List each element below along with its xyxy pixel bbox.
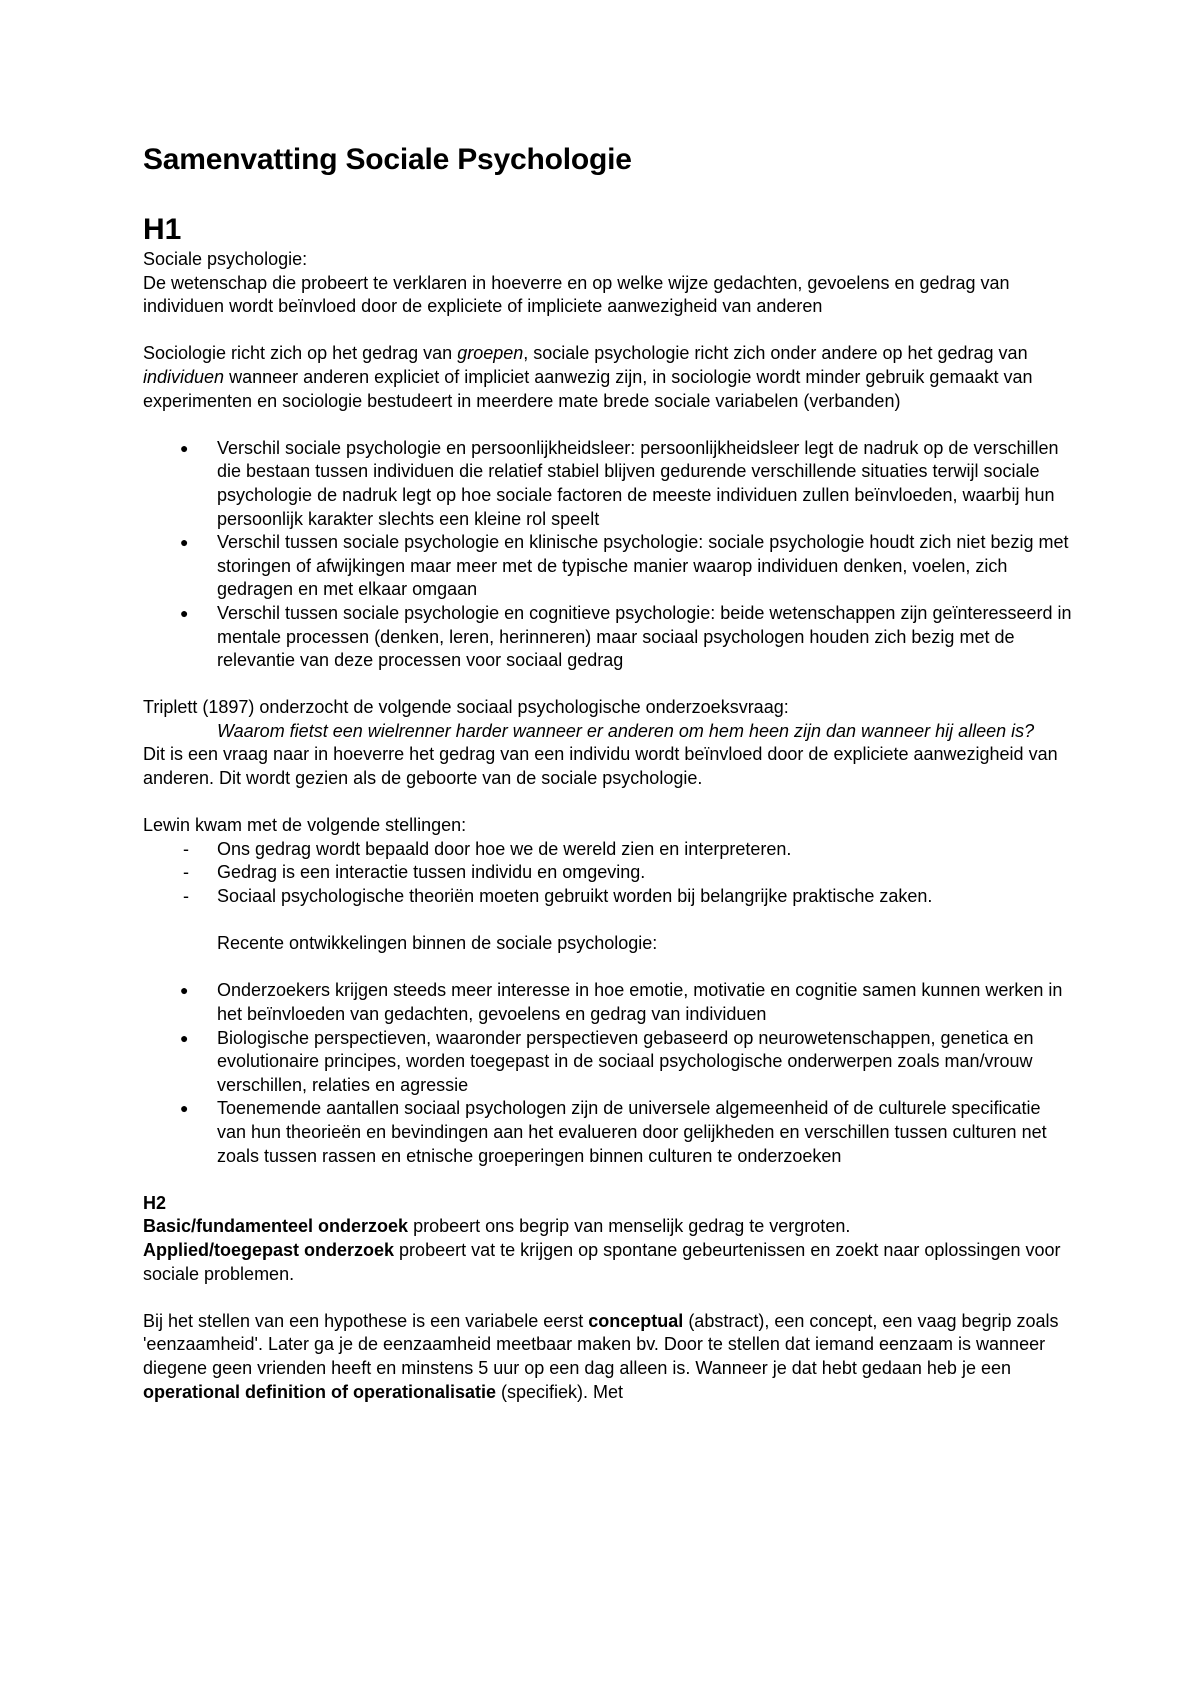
bullet-icon: ● — [180, 982, 189, 999]
triplett-question: Waarom fietst een wielrenner harder wanneer er anderen om hem heen zijn dan wanneer hij alleen is? — [217, 720, 1035, 741]
bullet-icon: ● — [180, 1029, 189, 1046]
definition-text: De wetenschap die probeert te verklaren in hoeverre en op welke wijze gedachten, gevoelens en gedrag van individuen wordt beïnvloed door de expliciete of impliciete aanwezigheid van anderen — [143, 272, 1010, 317]
spacer — [143, 956, 1073, 980]
list-item: ● Onderzoekers krijgen steeds meer interesse in hoe emotie, motivatie en cognitie samen kunnen werken in het beïnvloeden van gedachten, gevoelens en gedrag van individuen — [180, 980, 1063, 1024]
definition-label: Sociale psychologie: — [143, 249, 308, 269]
term-basic: Basic/fundamenteel onderzoek — [143, 1216, 409, 1237]
list-item: ● Verschil tussen sociale psychologie en cognitieve psychologie: beide wetenschappen zijn geïnteresseerd in mentale processen (denken, leren, herinneren) maar sociaal psychologen houden zich bezig met de relevantie van deze processen voor sociaal gedrag — [180, 602, 1072, 671]
lewin-intro: Lewin kwam met de volgende stellingen: — [143, 815, 467, 836]
emphasis-groepen: groepen — [457, 343, 524, 364]
applied-research: Applied/toegepast onderzoek probeert vat te krijgen op spontane gebeurtenissen en zoekt naar oplossingen voor sociale problemen. — [143, 1239, 1061, 1284]
list-item: - Sociaal psychologische theoriën moeten gebruikt worden bij belangrijke praktische zaken. — [143, 885, 1073, 909]
spacer — [143, 1168, 1073, 1192]
list-item: ● Biologische perspectieven, waaronder perspectieven gebaseerd op neurowetenschappen, genetica en evolutionaire principes, worden toegepast in de sociaal psychologische onderwerpen zoals man/vrouw verschillen, relaties en agressie — [180, 1027, 1034, 1095]
bullet-icon: ● — [180, 604, 189, 621]
sociology-paragraph: Sociologie richt zich op het gedrag van groepen, sociale psychologie richt zich onder andere op het gedrag van individuen wanneer anderen expliciet of impliciet aanwezig zijn, in sociologie wordt minder gebruik gemaakt van experimenten en sociologie bestudeert in meerdere mate brede sociale variabelen (verbanden) — [143, 343, 1033, 411]
dash-icon: - — [183, 838, 189, 859]
triplett-explanation: Dit is een vraag naar in hoeverre het gedrag van een individu wordt beïnvloed door de expliciete aanwezigheid van anderen. Dit wordt gezien als de geboorte van de sociale psychologie. — [143, 744, 1058, 789]
term-conceptual: conceptual — [588, 1310, 684, 1331]
hypothesis-paragraph: Bij het stellen van een hypothese is een variabele eerst conceptual (abstract), een concept, een vaag begrip zoals 'eenzaamheid'. Later ga je de eenzaamheid meetbaar maken bv. Door te stellen dat iemand eenzaam is wanneer diegene geen vrienden heeft en minstens 5 uur op een dag alleen is. Wanneer je dat hebt gedaan heb je een operational definition of operationalisatie (specifiek). Met — [143, 1310, 1059, 1402]
spacer — [143, 673, 1073, 697]
list-item: ● Toenemende aantallen sociaal psychologen zijn de universele algemeenheid of de culturele specificatie van hun theorieën en bevindingen aan het evalueren door gelijkheden en verschillen tussen culturen net zoals tussen rassen en etnische groeperingen binnen culturen te onderzoeken — [180, 1098, 1047, 1166]
document-title: Samenvatting Sociale Psychologie — [143, 143, 632, 176]
list-item: ● Verschil sociale psychologie en persoonlijkheidsleer: persoonlijkheidsleer legt de nadruk op de verschillen die bestaan tussen individuen die relatief stabiel blijven gedurende verschillende situaties terwijl sociale psychologie de nadruk legt op hoe sociale factoren de meeste individuen zullen beïnvloeden, waarbij hun persoonlijk karakter slechts een kleine rol speelt — [180, 437, 1059, 529]
differences-list — [143, 437, 1073, 673]
spacer — [143, 413, 1073, 437]
term-applied: Applied/toegepast onderzoek — [143, 1239, 395, 1260]
spacer — [143, 791, 1073, 815]
recent-heading: Recente ontwikkelingen binnen de sociale psychologie: — [217, 933, 658, 954]
spacer — [143, 1286, 1073, 1310]
spacer — [143, 319, 1073, 343]
list-item: - Gedrag is een interactie tussen individu en omgeving. — [143, 861, 1073, 885]
recent-developments-list — [143, 979, 1073, 1168]
dash-icon: - — [183, 862, 189, 883]
emphasis-individuen: individuen — [143, 366, 225, 387]
section-heading-h2: H2 — [143, 1192, 167, 1213]
list-item: - Ons gedrag wordt bepaald door hoe we de wereld zien en interpreteren. — [143, 838, 1073, 862]
bullet-icon: ● — [180, 534, 189, 551]
lewin-statements-list — [143, 838, 1073, 909]
bullet-icon: ● — [180, 1100, 189, 1117]
section-heading-h1: H1 — [143, 213, 182, 246]
term-operational: operational definition of operationalisatie — [143, 1381, 497, 1402]
triplett-intro: Triplett (1897) onderzocht de volgende sociaal psychologische onderzoeksvraag: — [143, 697, 789, 718]
spacer — [143, 909, 1073, 933]
bullet-icon: ● — [180, 439, 189, 456]
document-page — [143, 140, 1073, 1404]
basic-research: Basic/fundamenteel onderzoek probeert ons begrip van menselijk gedrag te vergroten. — [143, 1216, 851, 1237]
list-item: ● Verschil tussen sociale psychologie en klinische psychologie: sociale psychologie houdt zich niet bezig met storingen of afwijkingen maar meer met de typische manier waarop individuen denken, voelen, zich gedragen en met elkaar omgaan — [180, 532, 1069, 600]
dash-icon: - — [183, 886, 189, 907]
